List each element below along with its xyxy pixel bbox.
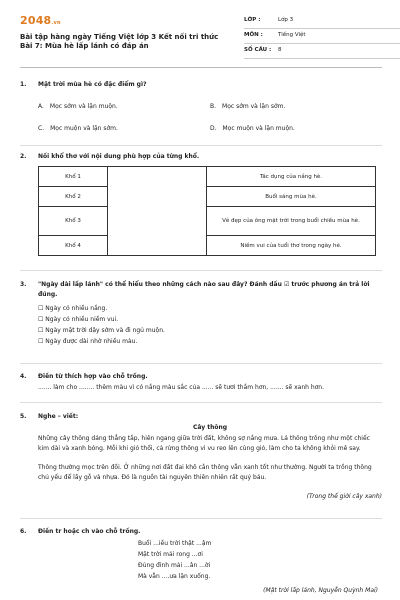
document-title: Bài tập hàng ngày Tiếng Việt lớp 3 Kết nối tri thức Bài 7: Mùa hè lấp lánh có đáp án	[20, 33, 219, 50]
passage-paragraph-1: Những cây thông dáng thẳng tắp, hiên ngang giữa trời đất, không sợ nắng mưa. Lá thông trông như một chiếc kim dài và xanh bóng. Mỗi khi gió thổi, cả rừng thông vi vu reo lên cùng gió, làm cho ta không khỏi mê say.	[38, 435, 370, 452]
question-number: 3.	[20, 281, 27, 288]
meta-row-count	[244, 44, 400, 59]
meta-row-class	[244, 14, 400, 29]
option-text: Mọc muộn và lặn muộn.	[222, 125, 295, 132]
option-b[interactable]	[210, 102, 285, 112]
section-divider	[20, 518, 382, 519]
choice-2[interactable]: ☐ Ngày có nhiều niềm vui.	[38, 316, 119, 323]
question-4	[20, 372, 382, 398]
passage-title: Cây thông	[192, 424, 228, 431]
logo-suffix: .vn	[51, 20, 61, 26]
section-divider	[20, 363, 382, 364]
stanza-cell: Khổ 1	[39, 167, 108, 187]
table-row	[39, 236, 376, 256]
passage-source: (Trong thế giới cây xanh)	[306, 493, 382, 500]
option-a[interactable]	[38, 102, 118, 112]
option-d[interactable]	[210, 124, 295, 134]
question-text: Điền tr hoặc ch vào chỗ trống.	[38, 528, 141, 535]
header	[20, 14, 382, 64]
option-c[interactable]	[38, 124, 118, 134]
poem-line[interactable]: Buổi ...iều trời thật ...ậm	[138, 540, 212, 547]
site-logo[interactable]	[20, 14, 61, 27]
question-number: 4.	[20, 373, 27, 380]
fill-in-line[interactable]: ....... làm cho ........ thêm màu vì có nắng màu sắc của ...... sẽ tươi thắm hơn, ....... sẽ xanh hơn.	[38, 384, 325, 391]
option-letter: D.	[210, 125, 217, 132]
content-cell: Vẻ đẹp của ông mặt trời trong buổi chiều mùa hè.	[207, 207, 376, 236]
table-row	[39, 207, 376, 236]
matching-gap[interactable]	[108, 167, 207, 256]
question-2	[20, 152, 382, 164]
table-row	[39, 187, 376, 207]
question-3	[20, 280, 382, 360]
passage-paragraph-2: Thông thường mọc trên đồi. Ở những nơi đất đai khô cằn thông vẫn xanh tốt như thường. Người ta trồng thông chủ yếu để lấy gỗ và nhựa. Đó là nguồn tài nguyên thiên nhiên rất quý báu.	[38, 464, 372, 481]
meta-label: LỚP :	[244, 17, 261, 23]
content-cell: Buổi sáng mùa hè.	[207, 187, 376, 207]
option-text: Mọc sớm và lặn muộn.	[49, 103, 118, 110]
question-text: "Ngày dài lấp lánh" có thể hiểu theo những cách nào sau đây? Đánh dấu ☑ trước phương án trả lời đúng.	[38, 281, 370, 298]
meta-value: 8	[278, 47, 282, 53]
stanza-cell: Khổ 2	[39, 187, 108, 207]
poem	[138, 538, 211, 582]
stanza-cell: Khổ 3	[39, 207, 108, 236]
logo-text: 2048	[20, 14, 52, 27]
section-divider	[20, 402, 382, 403]
question-text: Nghe – viết:	[38, 413, 79, 420]
choice-3[interactable]: ☐ Ngày mặt trời dậy sớm và đi ngủ muộn.	[38, 327, 165, 334]
meta-row-subject	[244, 29, 400, 44]
question-number: 6.	[20, 528, 27, 535]
section-divider	[20, 145, 382, 146]
poem-line[interactable]: Mà vẫn ....ưa lặn xuống.	[138, 573, 211, 580]
question-number: 1.	[20, 81, 27, 88]
meta-value: Lớp 3	[278, 17, 294, 23]
question-text: Mặt trời mùa hè có đặc điểm gì?	[38, 81, 147, 88]
stanza-cell: Khổ 4	[39, 236, 108, 256]
poem-source: (Mặt trời lấp lánh, Nguyễn Quỳnh Mai)	[263, 587, 378, 594]
option-letter: C.	[38, 125, 45, 132]
poem-line[interactable]: Đủng đỉnh mải ...ân ...ời	[138, 562, 211, 569]
meta-label: SỐ CÂU :	[244, 47, 272, 53]
meta-label: MÔN :	[244, 32, 263, 38]
section-divider	[20, 270, 382, 271]
question-1	[20, 80, 382, 140]
choice-4[interactable]: ☐ Ngày được dài nhờ nhiều màu.	[38, 338, 138, 345]
question-text: Điền từ thích hợp vào chỗ trống.	[38, 373, 148, 380]
content-cell: Niềm vui của tuổi thơ trong ngày hè.	[207, 236, 376, 256]
content-cell: Tác dụng của nắng hè.	[207, 167, 376, 187]
option-letter: A.	[38, 103, 44, 110]
table-row	[39, 167, 376, 187]
meta-box	[244, 14, 400, 59]
question-number: 2.	[20, 153, 27, 160]
meta-value: Tiếng Việt	[278, 32, 306, 38]
matching-table	[38, 166, 376, 256]
poem-line[interactable]: Mặt trời mải rong ...ơi	[138, 551, 203, 558]
question-text: Nối khổ thơ với nội dung phù hợp của từng khổ.	[38, 153, 200, 160]
option-text: Mọc muộn và lặn sớm.	[50, 125, 118, 132]
question-5	[20, 412, 382, 512]
question-number: 5.	[20, 413, 27, 420]
option-letter: B.	[210, 103, 217, 110]
option-text: Mọc sớm và lặn sớm.	[222, 103, 286, 110]
header-divider	[20, 67, 382, 68]
choice-1[interactable]: ☐ Ngày có nhiều nắng.	[38, 305, 108, 312]
